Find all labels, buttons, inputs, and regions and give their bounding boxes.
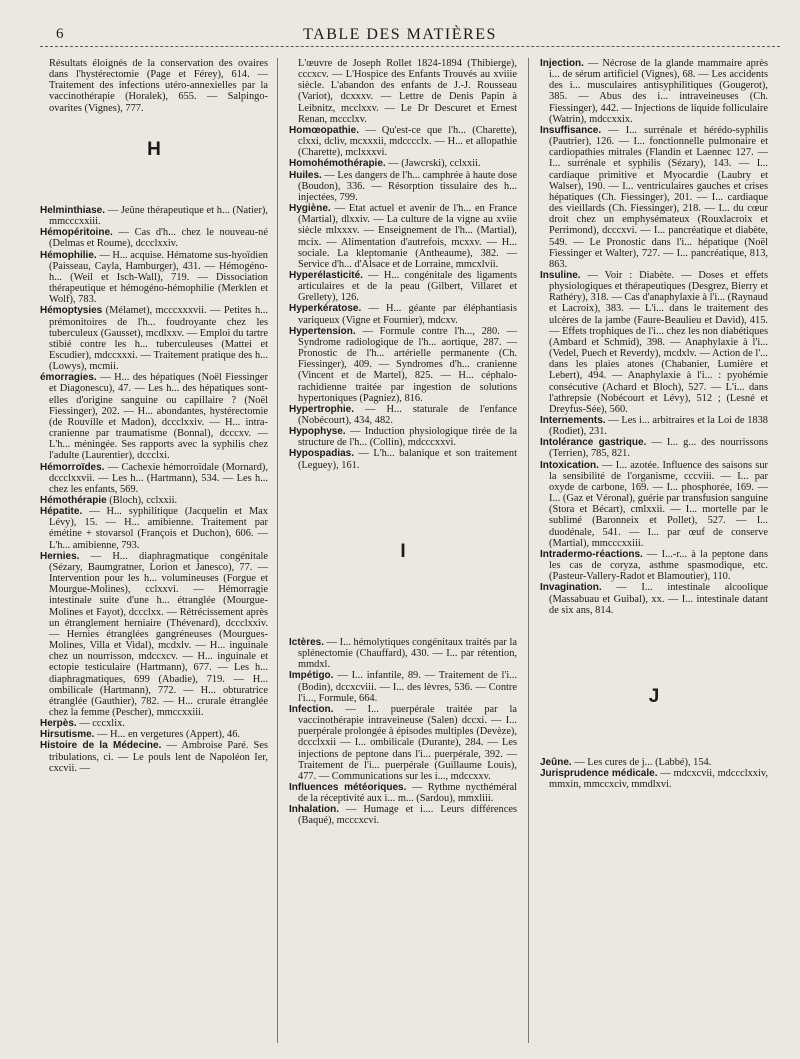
index-entry — [289, 782, 517, 804]
index-entry — [289, 426, 517, 448]
index-entry — [289, 158, 517, 169]
index-entry — [289, 704, 517, 782]
entry-text: — I... intestinale alcoolique (Massabuau et Guibal), xx. — I... intestinale datant de six ans, 814. — [549, 582, 768, 616]
entry-headword: Injection. — [540, 58, 584, 69]
section-letter: H — [147, 138, 161, 160]
index-entry — [40, 250, 268, 306]
entry-headword: Homœopathie. — [289, 124, 359, 136]
entry-text: — (Jawcrski), cclxxii. — [385, 158, 481, 170]
entry-text: — cccxlix. — [76, 718, 125, 730]
index-entry — [540, 270, 768, 415]
entry-headword: Homohémothérapie. — [289, 158, 386, 170]
index-entry — [289, 670, 517, 703]
entry-headword: Impétigo. — [289, 670, 334, 682]
entry-headword: Hyperélasticité. — [289, 269, 363, 281]
entry-text: — I... surrénale et hérédo-syphilis (Pautrier), 126. — I... fonctionnelle pulmonaire et cardiopathies mitrales (Flandin et Laennec 127. — I... surrénale et syphilis (Sézary), 143. — I... cardiaque primitive et Myocardie (Laubry et Walser), 190. — I... ventriculaires gauches et crises hépatiques (Ch. Fiessinger), 201. — I... cardiaque des vieillards (Ch. Fiessinger), 218. — I... du cœur droit chez un emphysémateux (Rouxlacroix et Perrimond), dcccxvi. — I... pancréatique et diabète, 549. — Le Pronostic dans l'i... hépatique (Noël Fiessinger et Walter), 727. — I... pancréatique, 813, 863. — [549, 124, 768, 270]
entry-headword: Hypophyse. — [289, 426, 346, 438]
index-entry — [289, 448, 517, 470]
index-entry — [540, 582, 768, 615]
entry-text: — I... hémolytiques congénitaux traités par la splénectomie (Chauffard), 430. — I... par rétention, mmdxl. — [298, 636, 517, 671]
index-entry — [40, 495, 268, 506]
index-entry — [40, 205, 268, 227]
entry-text: — Ambroise Paré. Ses tribulations, ci. — Le pouls lent de Napoléon Ier, cxcvii. — — [49, 740, 268, 774]
entry-headword: Influences météoriques. — [289, 781, 407, 793]
index-entry — [40, 506, 268, 551]
entry-text: — I... infantile, 89. — Traitement de l'i... (Bodin), dccxcviii. — I... des lèvres, 536. — Contre l'i..., Formule, 664. — [298, 670, 517, 704]
index-entry — [289, 303, 517, 325]
entry-headword: Hernies. — [40, 550, 80, 562]
entry-headword: Jeûne. — [540, 756, 572, 768]
index-entry — [540, 757, 768, 768]
index-entry — [40, 729, 268, 740]
index-entry — [540, 437, 768, 459]
index-entry-continued — [289, 58, 517, 125]
entry-headword: Hyperkératose. — [289, 303, 362, 315]
column-left — [40, 58, 268, 774]
entry-headword: Invagination. — [540, 582, 602, 594]
entry-headword: Jurisprudence médicale. — [540, 768, 658, 780]
entry-headword: Hépatite. — [40, 506, 83, 518]
entry-text: Résultats éloignés de la conservation des ovaires dans l'hystérectomie (Page et Férey), 614. — Traitement des infections utéro-annexielles par la vaccinothérapie (Horalek), 655. — Salpingo-ovarites (Vignes), 777. — [49, 58, 268, 114]
entry-headword: Internements. — [540, 415, 606, 426]
entry-text: — Qu'est-ce que l'h... (Charette), clxxi, dcliv, mcxxxii, mdcccclx. — H... et allopathie (Charette), mclxxxvi. — [298, 124, 517, 159]
entry-text: — Rythme nycthéméral de la réceptivité aux i... m... (Sardou), mmxliii. — [298, 781, 517, 805]
entry-headword: Ictères. — [289, 636, 325, 648]
index-entry — [289, 270, 517, 303]
entry-text: — Formule contre l'h..., 280. — Syndrome radiologique de l'h... aortique, 287. — Pronostic de l'h... artérielle permanente (Ch. Fiessinger), 409. — Syndromes d'h... cranienne (Vincent et de Martel), 825. — H... céphalo-rachidienne traitée par ingestion de solutions hypertoniques (Pagniez), 816. — [298, 325, 517, 404]
index-entry — [540, 549, 768, 582]
entry-headword: Hémorroïdes. — [40, 461, 105, 473]
index-entry — [40, 227, 268, 249]
entry-headword: Intolérance gastrique. — [540, 437, 647, 449]
index-entry — [40, 305, 268, 372]
entry-text: — H... des hépatiques (Noël Fiessinger et Diagonescu), 47. — Les h... des hépatiques sont-elles d'origine sanguine ou capillaire ? (Noël Fiessinger), 202. — H... abondantes, hystérectomie (de Rouville et Madon), dccclxxiv. — H... intra-cranienne par traumatisme (Bonnal), dcccxv. — L'h... méningée. Ses rapports avec la syphilis chez l'adulte (Laurentier), dccclxi. — [49, 372, 268, 462]
index-entry — [40, 718, 268, 729]
entry-headword: Hémophilie. — [40, 249, 97, 261]
column-right — [540, 58, 768, 790]
page-title: TABLE DES MATIÈRES — [303, 26, 497, 43]
page-number: 6 — [56, 26, 64, 42]
entry-text: — H... géante par éléphantiasis variqueux (Vigne et Fournier), mdcxv. — [298, 303, 517, 326]
entry-text: — H... syphilitique (Jacquelin et Max Lévy), 15. — H... amibienne. Traitement par émétine + stovarsol (François et Duchon), 606. — L'h... amibienne, 793. — [49, 506, 268, 551]
section-letter: I — [400, 540, 406, 562]
index-entry — [540, 460, 768, 549]
index-entry — [540, 125, 768, 270]
entry-text: — Voir : Diabète. — Doses et effets physiologiques et thérapeutiques (Desgrez, Bierry et Rathéry), 318. — Cas d'anaphylaxie à l'i... (Raynaud et Lacroix), 383. — L'i... dans le traitement des ulcères de la jambe (Faure-Beaulieu et David), 415. — Effets trophiques de l'i... chez les non diabétiques (Ambard et Schmid), 398. — Anaphylaxie à l'i... (Vedel, Puech et Reverdy), mcdxlv. — Action de l'... dans les plaies atones (Chabanier, Lumière et Lebert), 494. — Anaphylaxie à l'i... : pyohémie consécutive (Achard et Bloch), 527. — L'i... dans l'athrepsie (Nobécourt et Lévy), 512 ; (Lesné et Dreyfus-Sée), 560. — [549, 269, 769, 415]
column-divider-1 — [277, 58, 278, 1043]
index-entry — [540, 768, 768, 790]
index-entry — [540, 58, 768, 125]
index-entry — [289, 125, 517, 158]
header-rule — [40, 46, 780, 47]
entry-headword: Huiles. — [289, 169, 322, 181]
entry-headword: Intoxication. — [540, 459, 599, 471]
entry-text: L'œuvre de Joseph Rollet 1824-1894 (Thibierge), cccxcv. — L'Hospice des Enfants Trouvés au xviiie siècle. L'abandon des enfants de J.-J. Rousseau (Variot), dcxxxv. — Lettre de Denis Papin à Leibnitz, mcclxxv. — Le Dr Descuret et Ernest Renan, mccclxv. — [298, 58, 517, 125]
entry-headword: Hypospadias. — [289, 448, 355, 460]
entry-text: — Nécrose de la glande mammaire après i... de sérum artificiel (Vignes), 68. — Les accidents des i... musculaires antisyphilitiques (Gougerot), 385. — Abus des i... intraveineuses (Ch. Fiessinger), 442. — Injections de liquide folliculaire (Watrin), mdccxxix. — [549, 58, 768, 125]
entry-text: — Les cures de j... (Labbé), 154. — [571, 756, 712, 768]
entry-headword: Hémopéritoine. — [40, 227, 113, 239]
entry-headword: Hirsutisme. — [40, 729, 95, 741]
entry-headword: Herpès. — [40, 718, 77, 730]
entry-text: — H... staturale de l'enfance (Nobécourt), 434, 482. — [298, 403, 517, 426]
entry-headword: émorragies. — [40, 372, 97, 384]
entry-text: — H... congénitale des ligaments articulaires et de la peau (Gilbert, Villaret et Grellety), 126. — [298, 269, 517, 304]
entry-headword: Hygiène. — [289, 203, 331, 215]
entry-headword: Hypertrophie. — [289, 403, 355, 415]
entry-text: (Mélamet), mcccxxxvii. — Petites h... prémonitoires de l'h... foudroyante chez les tuberculeux (Gausset), mcdlxxv. — Emploi du tartre stibié contre les h... tuberculeuses (Mattei et Escudier), mdccxxxi. — Traitement pratique des h... (Lowys), mcmii. — [49, 305, 268, 373]
index-entry — [40, 551, 268, 718]
entry-headword: Inhalation. — [289, 804, 339, 816]
entry-text: — I... g... des nourrissons (Terrien), 785, 821. — [549, 437, 769, 460]
entry-text: — Etat actuel et avenir de l'h... en France (Martial), dlxxiv. — La culture de la vigne au xviie siècle mlxxxv. — Enseignement de l'h... (Martial), mcix. — Alimentation d'autrefois, mcxxv. — H... sociale. La kleptomanie (Antheaume), 382. — Service d'h... d'Alsace et de Lorraine, mmcxlvii. — [298, 203, 517, 270]
entry-text: — H... diaphragmatique congénitale (Sézary, Baumgratner, Lorion et Janesco), 77. — Intervention pour les h... volumineuses (Forgue et Mourgue-Molines), cclxxvi. — Hémorragie intestinale suite d'une h... étranglée (Mourgue-Molines et Fayot), dccclxx. — Rétrécissement après un étranglement herniaire (Thévenard), dccclxxiv. — Hernies étranglées gangréneuses (Mourgues-Molines, Villa et Vidal), mcdxlv. — H... inguinale chez un nourrisson, mdccxcv. — H... inguinale et ectopie testiculaire (Hartmann), 677. — Les h... diaphragmatiques, 699 (Abadie), 719. — H... ombilicale (Hartmann), 772. — H... obturatrice étranglée (Gauthier), 782. — H... crurale étranglée chez la femme (Pescher), mmccxxiii. — [49, 550, 268, 718]
entry-text: — I... puerpérale traitée par la vaccinothérapie intraveineuse (Salen) dccxi. — I... puerpérale prolongée à épisodes multiples (Devèze), dccclxxii — I... ombilicale (Durante), 284. — Les injections de peptone dans l'i... puerpérale, 392. — Traitement de l'i... puerpérale (Guillaume Louis), 477. — Communications sur les i..., mdccxxv. — [298, 703, 517, 782]
entry-text: — Jeûne thérapeutique et h... (Natier), mmcccxxiii. — [49, 204, 268, 228]
column-middle — [289, 58, 517, 827]
column-divider-2 — [528, 58, 529, 1043]
entry-headword: Insuffisance. — [540, 124, 602, 136]
index-entry — [40, 740, 268, 773]
entry-headword: Hémothérapie — [40, 495, 107, 506]
entry-text: — H... acquise. Hématome sus-hyoïdien (Paisseau, Cayla, Hamburger), 431. — Hémogéno-h... (Weil et Isch-Wall), 719. — Dissociation thérapeutique et hémogéno-hémophilie (Merklen et Wolf), 783. — [49, 249, 268, 306]
entry-text: — I... azotée. Influence des saisons sur la sensibilité de l'organisme, cccviii. — I... par oxyde de carbone, 169. — I... phosphorée, 169. — I... (Gaz et Véronal), guérie par transfusion sanguine (Stora et Bécart), cmlxxii. — I... mortelle par le sublimé (Baronneix et Pollet), 527. — I... duodénale, 541. — I... par œuf de conserve (Martial), mmcccxxiii. — [549, 459, 768, 549]
index-entry — [289, 326, 517, 404]
entry-text: — Cachexie hémorroïdale (Mornard), dccclxxvii. — Les h... (Hartmann), 534. — Les h... chez les enfants, 569. — [49, 461, 268, 495]
index-entry — [289, 637, 517, 670]
index-entry-continued — [40, 58, 268, 114]
entry-headword: Infection. — [289, 703, 334, 715]
entry-text: — Humage et i.... Leurs différences (Baqué), mcccxcvi. — [298, 804, 517, 827]
index-entry — [40, 462, 268, 495]
entry-text: — Les i... arbitraires et la Loi de 1838 (Rodiet), 231. — [549, 415, 768, 438]
entry-text: — Cas d'h... chez le nouveau-né (Delmas et Roume), dccclxxiv. — [49, 227, 268, 250]
entry-text: (Bloch), cclxxii. — [106, 495, 178, 506]
index-entry — [289, 170, 517, 203]
entry-headword: Histoire de la Médecine. — [40, 740, 162, 752]
entry-headword: Intradermo-réactions. — [540, 548, 643, 560]
entry-headword: Insuline. — [540, 269, 581, 281]
entry-text: — Les dangers de l'h... camphrée à haute dose (Boudon), 336. — Résorption tissulaire des h... injectées, 799. — [298, 169, 517, 203]
entry-text: — I...-r... à la peptone dans les cas de coryza, asthme spasmodique, etc. (Pasteur-Vallery-Radot et Blamoutier), 110. — [549, 548, 768, 583]
entry-text: — mdcxcvii, mdccclxxiv, mmxin, mmccxciv, mmdlxvi. — [549, 768, 768, 791]
entry-headword: Hémoptysies — [40, 305, 103, 317]
section-letter: J — [648, 685, 660, 707]
entry-text: — H... en vergetures (Appert), 46. — [94, 729, 240, 741]
entry-text: — Induction physiologique tirée de la structure de l'h... (Collin), mdcccxxvi. — [298, 426, 517, 449]
index-entry — [289, 804, 517, 826]
entry-headword: Hypertension. — [289, 325, 356, 337]
entry-text: — L'h... balanique et son traitement (Leguey), 161. — [298, 448, 517, 471]
index-entry — [40, 372, 268, 461]
index-entry — [540, 415, 768, 437]
index-entry — [289, 404, 517, 426]
index-entry — [289, 203, 517, 270]
entry-headword: Helminthiase. — [40, 204, 106, 216]
